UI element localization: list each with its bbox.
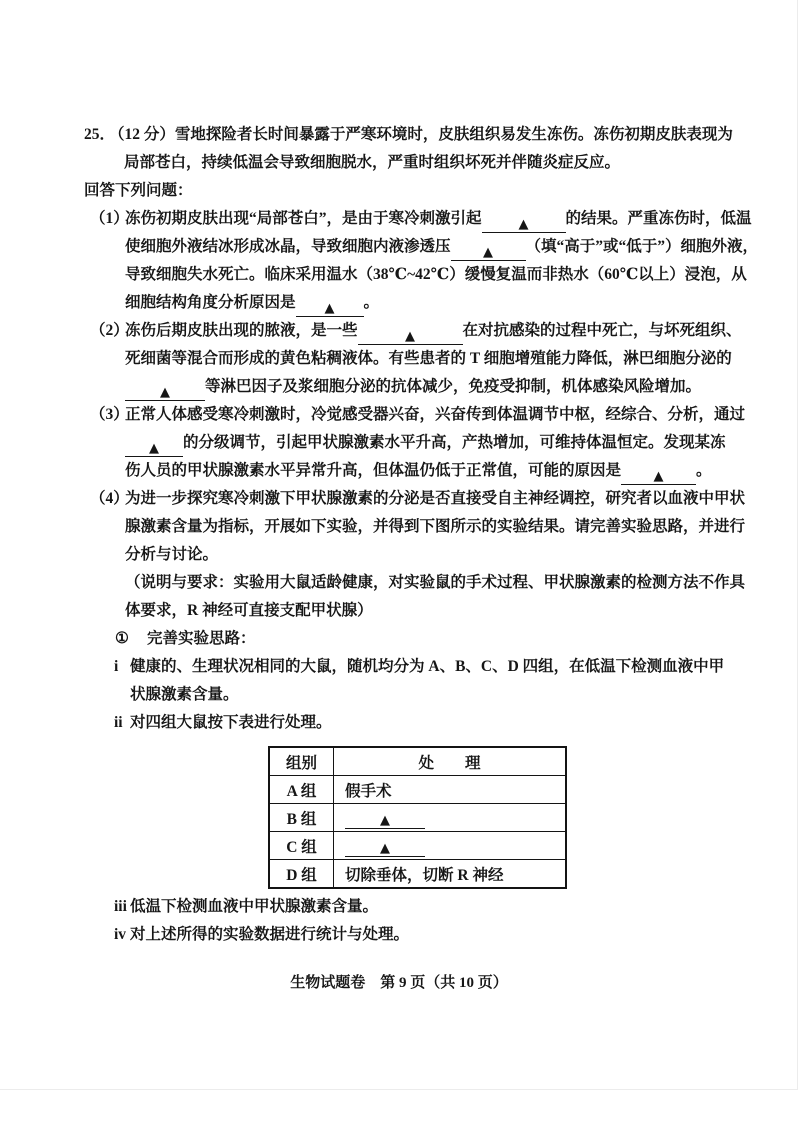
header-treatment-cell: 处 理 xyxy=(334,747,567,776)
part1-line-4: 细胞结构角度分析原因是 ▲ 。 xyxy=(84,289,744,317)
answer-blank-1-3 xyxy=(296,295,364,317)
answer-blank-table-c xyxy=(345,835,425,857)
group-d-cell: D 组 xyxy=(269,860,334,889)
part4-note-line-2: 体要求，R 神经可直接支配甲状腺） xyxy=(125,602,373,619)
question-25 xyxy=(84,121,759,949)
table-row-c xyxy=(269,832,566,860)
group-c-cell: C 组 xyxy=(269,832,334,860)
part3-line-1: （3）正常人体感受寒冷刺激时，冷觉感受器兴奋，兴奋传到体温调节中枢，经综合、分析，通过 xyxy=(84,401,744,429)
treatment-c-cell xyxy=(334,832,567,860)
part4-label: （4） xyxy=(90,490,129,507)
page-footer: 生物试题卷 第 9 页（共 10 页） xyxy=(290,975,508,991)
answer-blank-3-1 xyxy=(125,435,183,457)
answer-blank-2-1 xyxy=(358,323,463,345)
part4-note-line-1: （说明与要求：实验用大鼠适龄健康，对实验鼠的手术过程、甲状腺激素的检测方法不作具 xyxy=(125,574,746,591)
part4-line-2: 腺激素含量为指标，开展如下实验，并得到下图所示的实验结果。请完善实验思路，并进行 xyxy=(125,518,746,535)
part4-line-1: （4）为进一步探究寒冷刺激下甲状腺激素的分泌是否直接受自主神经调控，研究者以血液中甲状 xyxy=(84,485,744,513)
header-group-cell: 组别 xyxy=(269,747,334,776)
treatment-table xyxy=(268,746,567,889)
blank-triangle-icon: ▲ xyxy=(380,841,390,856)
scan-page-bottom-edge xyxy=(0,1089,798,1090)
blank-triangle-icon: ▲ xyxy=(518,217,529,232)
answer-blank-1-2 xyxy=(451,239,526,261)
treatment-d-cell: 切除垂体，切断 R 神经 xyxy=(334,860,567,889)
part1-label: （1） xyxy=(90,210,129,227)
q25-number: 25． xyxy=(84,126,116,143)
blank-triangle-icon: ▲ xyxy=(324,301,335,316)
answer-blank-table-b xyxy=(345,807,425,829)
part4-step1-line: ① 完善实验思路： xyxy=(84,625,744,653)
part4-item-i-line-2: 状腺激素含量。 xyxy=(130,686,239,703)
treatment-table-wrapper xyxy=(268,746,744,889)
part4-item-ii-line: ii 对四组大鼠按下表进行处理。 xyxy=(84,709,744,737)
table-header-row xyxy=(269,747,566,776)
part2-line-2: 死细菌等混合而形成的黄色粘稠液体。有些患者的 T 细胞增殖能力降低，淋巴细胞分泌的 xyxy=(125,350,732,367)
blank-triangle-icon: ▲ xyxy=(149,441,159,456)
q25-intro-text-1: （12 分）雪地探险者长时间暴露于严寒环境时，皮肤组织易发生冻伤。冻伤初期皮肤表现为 xyxy=(109,126,733,143)
answer-blank-1-1 xyxy=(482,211,566,233)
blank-triangle-icon: ▲ xyxy=(653,469,664,484)
treatment-a-cell: 假手术 xyxy=(334,776,567,804)
part2-label: （2） xyxy=(90,322,129,339)
part2-line-3: ▲ 等淋巴因子及浆细胞分泌的抗体减少，免疫受抑制，机体感染风险增加。 xyxy=(84,373,744,401)
q25-intro-line-2: 局部苍白，持续低温会导致细胞脱水，严重时组织坏死并伴随炎症反应。 xyxy=(124,154,621,171)
treatment-b-cell xyxy=(334,804,567,832)
roman-i-marker: i xyxy=(114,658,119,675)
roman-ii-marker: ii xyxy=(114,714,123,731)
scan-page-right-edge xyxy=(797,0,798,1090)
part4-line-3: 分析与讨论。 xyxy=(125,546,219,563)
group-b-cell: B 组 xyxy=(269,804,334,832)
part3-label: （3） xyxy=(90,406,129,423)
table-row-b xyxy=(269,804,566,832)
part1-line-2: 使细胞外液结冰形成冰晶，导致细胞内液渗透压 ▲ （填“高于”或“低于”）细胞外液， xyxy=(84,233,744,261)
blank-triangle-icon: ▲ xyxy=(380,813,390,828)
table-row-d xyxy=(269,860,566,889)
roman-iv-marker: iv xyxy=(114,926,127,943)
blank-triangle-icon: ▲ xyxy=(483,245,494,260)
part1-line-3: 导致细胞失水死亡。临床采用温水（38℃~42℃）缓慢复温而非热水（60℃以上）浸泡，从 xyxy=(125,266,747,283)
table-row-a xyxy=(269,776,566,804)
blank-triangle-icon: ▲ xyxy=(160,385,170,400)
part2-line-1: （2）冻伤后期皮肤出现的脓液，是一些 ▲ 在对抗感染的过程中死亡，与坏死组织、 xyxy=(84,317,744,345)
part3-line-2: ▲ 的分级调节，引起甲状腺激素水平升高，产热增加，可维持体温恒定。发现某冻 xyxy=(84,429,744,457)
circled-1-marker: ① xyxy=(115,630,129,647)
part4-item-iii-line: iii 低温下检测血液中甲状腺激素含量。 xyxy=(84,893,744,921)
part4-item-i-line-1: i 健康的、生理状况相同的大鼠，随机均分为 A、B、C、D 四组，在低温下检测血液中甲 xyxy=(84,653,744,681)
answer-blank-2-2 xyxy=(125,379,205,401)
part1-line-1: （1）冻伤初期皮肤出现“局部苍白”，是由于寒冷刺激引起 ▲ 的结果。严重冻伤时，低温 xyxy=(84,205,744,233)
part3-line-3: 伤人员的甲状腺激素水平异常升高，但体温仍低于正常值，可能的原因是 ▲ 。 xyxy=(84,457,744,485)
q25-intro-line-1 xyxy=(84,121,744,149)
group-a-cell: A 组 xyxy=(269,776,334,804)
part4-item-iv-line: iv 对上述所得的实验数据进行统计与处理。 xyxy=(84,921,744,949)
answer-blank-3-2 xyxy=(621,463,696,485)
blank-triangle-icon: ▲ xyxy=(405,329,416,344)
roman-iii-marker: iii xyxy=(114,898,127,915)
q25-answer-prompt: 回答下列问题： xyxy=(84,182,193,199)
